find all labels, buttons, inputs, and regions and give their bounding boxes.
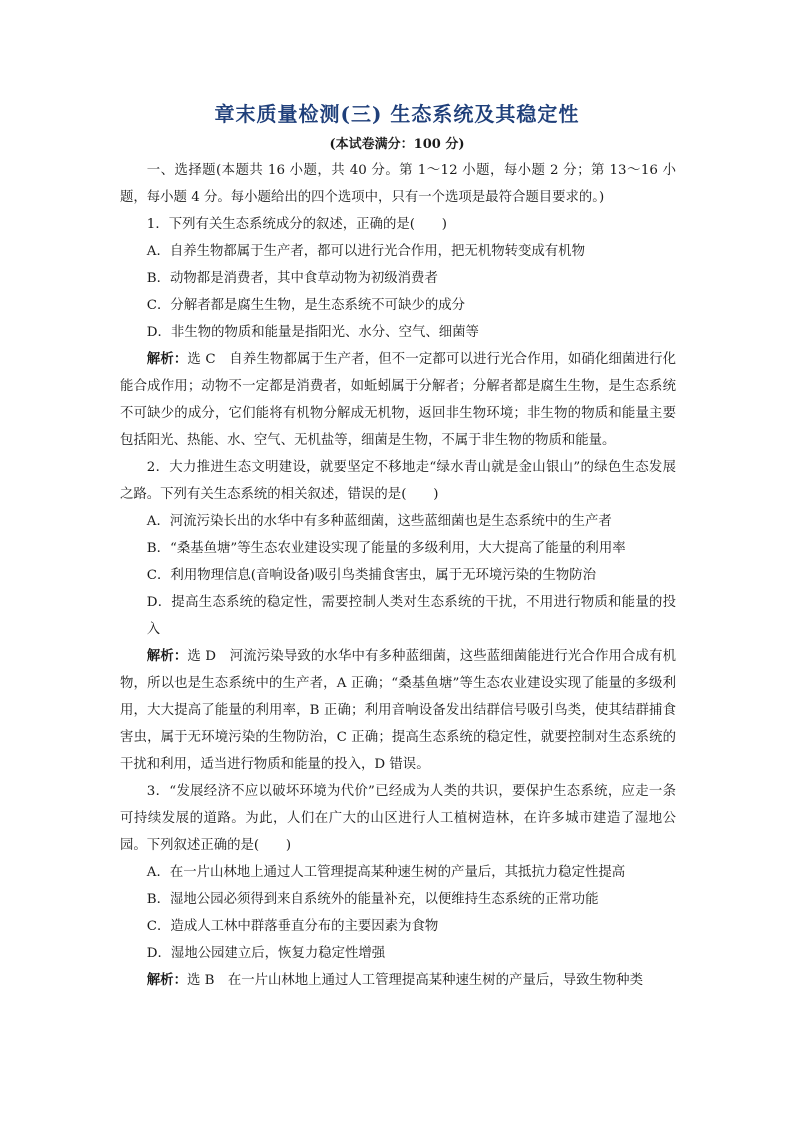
- analysis-label: 解析：: [146, 972, 187, 988]
- question-2-analysis: [120, 643, 676, 778]
- question-1-option-d: D．非生物的物质和能量是指阳光、水分、空气、细菌等: [146, 325, 479, 340]
- question-2-option-d: D．提高生态系统的稳定性，需要控制人类对生态系统的干扰，不用进行物质和能量的投入: [146, 595, 676, 637]
- question-3-option-c: C．造成人工林中群落垂直分布的主要因素为食物: [146, 919, 439, 934]
- page-title: 章末质量检测(三) 生态系统及其稳定性: [214, 102, 580, 126]
- question-1-stem: 1．下列有关生态系统成分的叙述，正确的是( ): [146, 217, 447, 232]
- analysis-text: 选 C 自养生物都属于生产者，但不一定都可以进行光合作用，如硝化细菌进行化能合成作用；动物不一定都是消费者，如蚯蚓属于分解者；分解者都是腐生生物，是生态系统不可缺少的成分，它们能将有机物分解成无机物，返回非生物环境；非生物的物质和能量主要包括阳光、热能、水、空气、无机盐等，细菌是生物，不属于非生物的物质和能量。: [120, 352, 677, 448]
- question-2-option-a: A．河流污染长出的水华中有多种蓝细菌，这些蓝细菌也是生态系统中的生产者: [146, 514, 612, 529]
- score-note: (本试卷满分：100 分): [329, 137, 465, 152]
- question-1-option-c: C．分解者都是腐生生物，是生态系统不可缺少的成分: [146, 298, 466, 313]
- analysis-text: 选 D 河流污染导致的水华中有多种蓝细菌，这些蓝细菌能进行光合作用合成有机物，所以也是生态系统中的生产者，A 正确；“桑基鱼塘”等生态农业建设实现了能量的多级利用，大大提高了能量的利用率，B 正确；利用音响设备发出结群信号吸引鸟类，使其结群捕食害虫，属于无环境污染的生物防治，C 正确；提高生态系统的稳定性，就要控制对生态系统的干扰和利用，适当进行物质和能量的投入，D 错误。: [120, 649, 676, 772]
- section-intro: 一、选择题(本题共 16 小题，共 40 分。第 1～12 小题，每小题 2 分；第 13～16 小题，每小题 4 分。每小题给出的四个选项中，只有一个选项是最符合题目要求的。): [120, 163, 676, 205]
- question-3-option-d: D．湿地公园建立后，恢复力稳定性增强: [146, 946, 386, 961]
- analysis-label: 解析：: [146, 648, 188, 664]
- question-1-option-b: B．动物都是消费者，其中食草动物为初级消费者: [146, 271, 438, 286]
- question-1-analysis: [120, 346, 676, 454]
- page-content: [120, 157, 676, 994]
- question-3-option-b: B．湿地公园必须得到来自系统外的能量补充，以便维持生态系统的正常功能: [146, 892, 599, 907]
- question-2-option-b: B．“桑基鱼塘”等生态农业建设实现了能量的多级利用，大大提高了能量的利用率: [146, 541, 626, 556]
- analysis-text: 选 B 在一片山林地上通过人工管理提高某种速生树的产量后，导致生物种类: [186, 973, 643, 988]
- question-2-option-c: C．利用物理信息(音响设备)吸引鸟类捕食害虫，属于无环境污染的生物防治: [146, 568, 596, 583]
- question-1-option-a: A．自养生物都属于生产者，都可以进行光合作用，把无机物转变成有机物: [146, 244, 585, 259]
- analysis-label: 解析：: [146, 351, 188, 367]
- question-2-stem: 2．大力推进生态文明建设，就要坚定不移地走“绿水青山就是金山银山”的绿色生态发展之路。下列有关生态系统的相关叙述，错误的是( ): [120, 460, 676, 502]
- question-3-analysis: [120, 967, 676, 994]
- question-3-option-a: A．在一片山林地上通过人工管理提高某种速生树的产量后，其抵抗力稳定性提高: [146, 865, 626, 880]
- question-3-stem: 3．“发展经济不应以破坏环境为代价”已经成为人类的共识，要保护生态系统，应走一条可持续发展的道路。为此，人们在广大的山区进行人工植树造林，在许多城市建造了湿地公园。下列叙述正确的是( ): [120, 784, 676, 853]
